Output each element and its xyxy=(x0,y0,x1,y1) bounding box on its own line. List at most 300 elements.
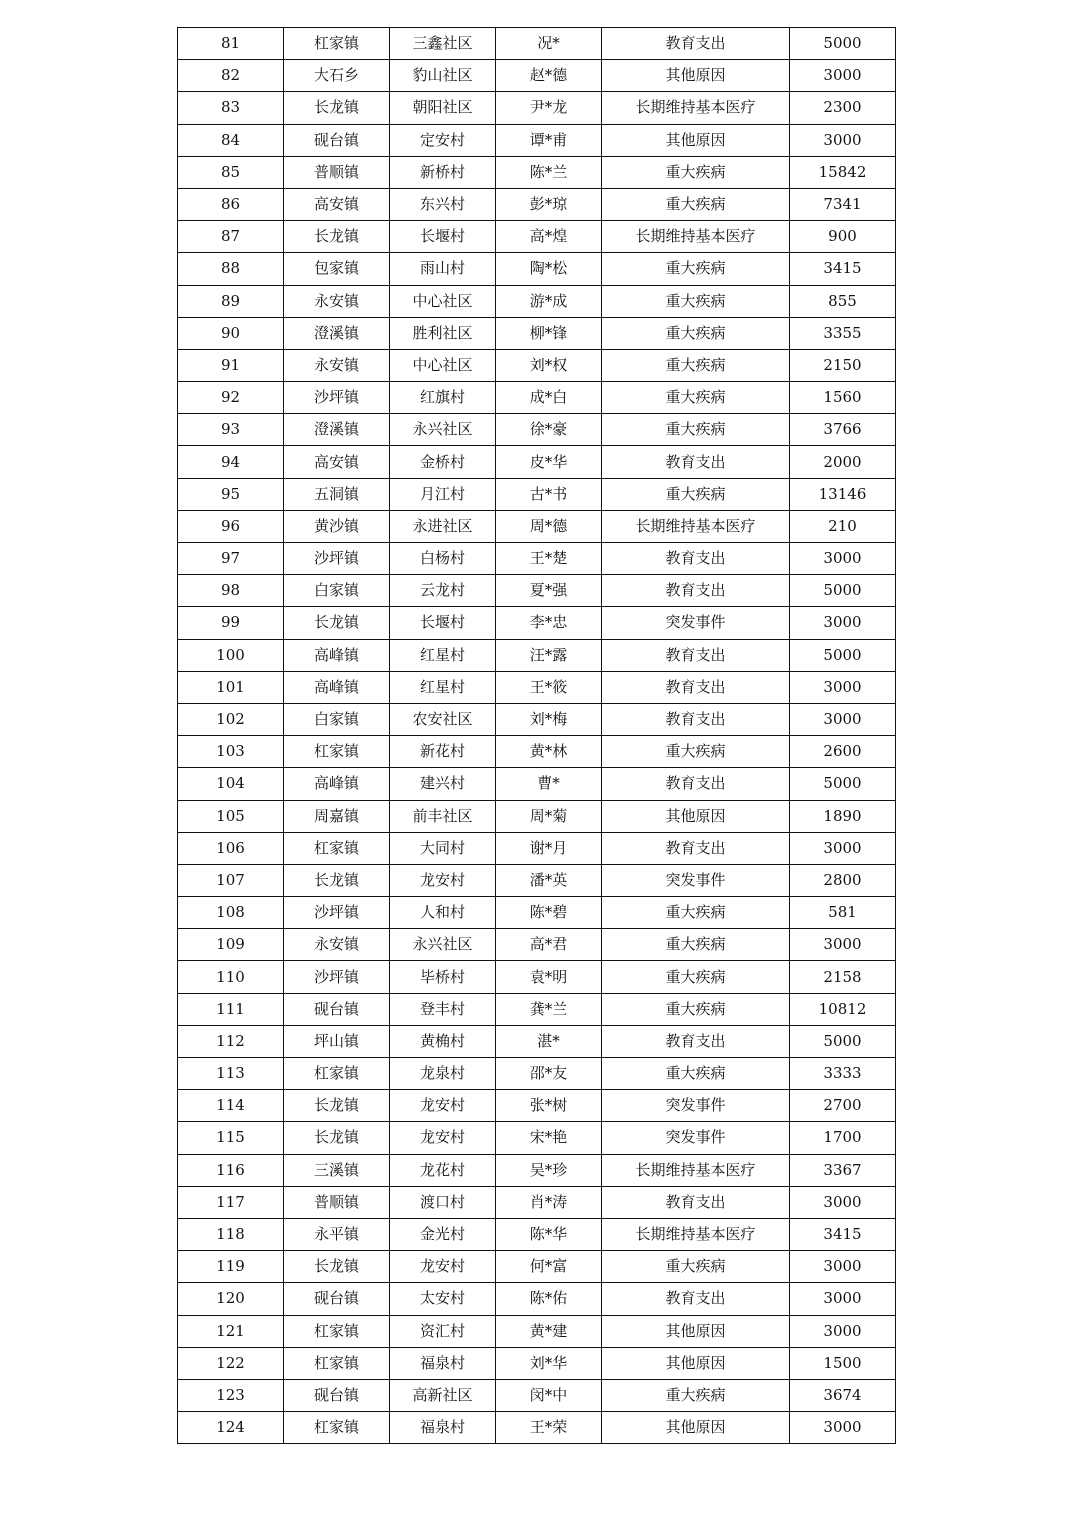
table-row xyxy=(178,92,896,124)
table-row xyxy=(178,510,896,542)
cell-village: 龙安村 xyxy=(390,1122,496,1154)
cell-no: 91 xyxy=(178,349,284,381)
cell-town: 永安镇 xyxy=(284,349,390,381)
cell-no: 117 xyxy=(178,1186,284,1218)
cell-reason: 教育支出 xyxy=(602,639,790,671)
cell-town: 包家镇 xyxy=(284,253,390,285)
cell-name: 夏*强 xyxy=(496,575,602,607)
cell-village: 新桥村 xyxy=(390,156,496,188)
cell-amount: 210 xyxy=(790,510,896,542)
cell-town: 白家镇 xyxy=(284,575,390,607)
cell-no: 106 xyxy=(178,832,284,864)
cell-amount: 3367 xyxy=(790,1154,896,1186)
table-row xyxy=(178,446,896,478)
table-row xyxy=(178,188,896,220)
cell-reason: 教育支出 xyxy=(602,1025,790,1057)
cell-name: 龚*兰 xyxy=(496,993,602,1025)
cell-reason: 重大疾病 xyxy=(602,1251,790,1283)
cell-name: 何*富 xyxy=(496,1251,602,1283)
table-row xyxy=(178,897,896,929)
cell-town: 长龙镇 xyxy=(284,1090,390,1122)
table-row xyxy=(178,639,896,671)
cell-town: 永安镇 xyxy=(284,929,390,961)
cell-town: 澄溪镇 xyxy=(284,414,390,446)
cell-town: 杠家镇 xyxy=(284,1412,390,1444)
cell-amount: 3000 xyxy=(790,1315,896,1347)
cell-no: 118 xyxy=(178,1218,284,1250)
cell-town: 三溪镇 xyxy=(284,1154,390,1186)
cell-reason: 重大疾病 xyxy=(602,961,790,993)
table-row xyxy=(178,60,896,92)
cell-reason: 突发事件 xyxy=(602,1090,790,1122)
cell-amount: 3674 xyxy=(790,1379,896,1411)
cell-name: 袁*明 xyxy=(496,961,602,993)
table-row xyxy=(178,1154,896,1186)
cell-reason: 突发事件 xyxy=(602,864,790,896)
cell-no: 115 xyxy=(178,1122,284,1154)
cell-amount: 7341 xyxy=(790,188,896,220)
cell-no: 104 xyxy=(178,768,284,800)
cell-no: 107 xyxy=(178,864,284,896)
table-row xyxy=(178,1058,896,1090)
cell-no: 96 xyxy=(178,510,284,542)
cell-village: 红星村 xyxy=(390,671,496,703)
cell-village: 建兴村 xyxy=(390,768,496,800)
cell-name: 谢*月 xyxy=(496,832,602,864)
table-row xyxy=(178,993,896,1025)
cell-village: 定安村 xyxy=(390,124,496,156)
table-row xyxy=(178,671,896,703)
cell-no: 120 xyxy=(178,1283,284,1315)
cell-town: 高安镇 xyxy=(284,446,390,478)
table-row xyxy=(178,156,896,188)
table-row xyxy=(178,1379,896,1411)
cell-reason: 重大疾病 xyxy=(602,285,790,317)
cell-amount: 15842 xyxy=(790,156,896,188)
table-row xyxy=(178,736,896,768)
cell-no: 94 xyxy=(178,446,284,478)
cell-amount: 1700 xyxy=(790,1122,896,1154)
cell-reason: 长期维持基本医疗 xyxy=(602,92,790,124)
cell-town: 高峰镇 xyxy=(284,768,390,800)
table-row xyxy=(178,768,896,800)
table-row xyxy=(178,543,896,575)
cell-name: 尹*龙 xyxy=(496,92,602,124)
cell-amount: 2800 xyxy=(790,864,896,896)
cell-reason: 教育支出 xyxy=(602,446,790,478)
cell-amount: 3766 xyxy=(790,414,896,446)
cell-town: 高安镇 xyxy=(284,188,390,220)
cell-town: 砚台镇 xyxy=(284,124,390,156)
cell-name: 潘*英 xyxy=(496,864,602,896)
cell-reason: 其他原因 xyxy=(602,800,790,832)
cell-town: 大石乡 xyxy=(284,60,390,92)
cell-no: 111 xyxy=(178,993,284,1025)
table-body xyxy=(178,28,896,1444)
cell-no: 110 xyxy=(178,961,284,993)
cell-village: 雨山村 xyxy=(390,253,496,285)
cell-name: 皮*华 xyxy=(496,446,602,478)
cell-reason: 重大疾病 xyxy=(602,993,790,1025)
cell-town: 沙坪镇 xyxy=(284,961,390,993)
cell-reason: 重大疾病 xyxy=(602,382,790,414)
cell-reason: 其他原因 xyxy=(602,124,790,156)
cell-amount: 13146 xyxy=(790,478,896,510)
table-row xyxy=(178,414,896,446)
cell-village: 胜利社区 xyxy=(390,317,496,349)
cell-town: 砚台镇 xyxy=(284,1379,390,1411)
cell-amount: 3000 xyxy=(790,1412,896,1444)
cell-reason: 重大疾病 xyxy=(602,188,790,220)
cell-village: 大同村 xyxy=(390,832,496,864)
cell-no: 100 xyxy=(178,639,284,671)
cell-name: 黄*建 xyxy=(496,1315,602,1347)
cell-name: 邵*友 xyxy=(496,1058,602,1090)
cell-town: 普顺镇 xyxy=(284,1186,390,1218)
table-row xyxy=(178,317,896,349)
cell-village: 中心社区 xyxy=(390,285,496,317)
cell-town: 永安镇 xyxy=(284,285,390,317)
cell-village: 白杨村 xyxy=(390,543,496,575)
cell-name: 高*煌 xyxy=(496,221,602,253)
cell-town: 沙坪镇 xyxy=(284,382,390,414)
cell-reason: 长期维持基本医疗 xyxy=(602,510,790,542)
table-row xyxy=(178,575,896,607)
cell-no: 114 xyxy=(178,1090,284,1122)
cell-name: 王*楚 xyxy=(496,543,602,575)
cell-reason: 突发事件 xyxy=(602,1122,790,1154)
cell-town: 周嘉镇 xyxy=(284,800,390,832)
cell-reason: 其他原因 xyxy=(602,1412,790,1444)
cell-no: 81 xyxy=(178,28,284,60)
cell-village: 龙泉村 xyxy=(390,1058,496,1090)
cell-name: 古*书 xyxy=(496,478,602,510)
cell-amount: 581 xyxy=(790,897,896,929)
cell-no: 112 xyxy=(178,1025,284,1057)
cell-amount: 5000 xyxy=(790,768,896,800)
cell-name: 陶*松 xyxy=(496,253,602,285)
cell-amount: 900 xyxy=(790,221,896,253)
cell-name: 闵*中 xyxy=(496,1379,602,1411)
cell-amount: 3415 xyxy=(790,1218,896,1250)
table-row xyxy=(178,285,896,317)
cell-name: 游*成 xyxy=(496,285,602,317)
cell-town: 高峰镇 xyxy=(284,671,390,703)
cell-name: 刘*梅 xyxy=(496,703,602,735)
cell-reason: 长期维持基本医疗 xyxy=(602,221,790,253)
cell-reason: 其他原因 xyxy=(602,60,790,92)
cell-name: 柳*锋 xyxy=(496,317,602,349)
cell-name: 宋*艳 xyxy=(496,1122,602,1154)
cell-amount: 3355 xyxy=(790,317,896,349)
cell-town: 长龙镇 xyxy=(284,221,390,253)
table-row xyxy=(178,1251,896,1283)
cell-reason: 教育支出 xyxy=(602,832,790,864)
cell-amount: 3000 xyxy=(790,703,896,735)
cell-no: 121 xyxy=(178,1315,284,1347)
cell-town: 长龙镇 xyxy=(284,864,390,896)
cell-no: 84 xyxy=(178,124,284,156)
cell-name: 陈*华 xyxy=(496,1218,602,1250)
table-row xyxy=(178,478,896,510)
cell-amount: 3000 xyxy=(790,124,896,156)
cell-village: 朝阳社区 xyxy=(390,92,496,124)
cell-no: 103 xyxy=(178,736,284,768)
table-row xyxy=(178,800,896,832)
cell-village: 毕桥村 xyxy=(390,961,496,993)
cell-amount: 3000 xyxy=(790,929,896,961)
cell-town: 长龙镇 xyxy=(284,92,390,124)
cell-town: 黄沙镇 xyxy=(284,510,390,542)
cell-village: 云龙村 xyxy=(390,575,496,607)
cell-village: 长堰村 xyxy=(390,221,496,253)
cell-name: 高*君 xyxy=(496,929,602,961)
cell-no: 88 xyxy=(178,253,284,285)
cell-village: 永兴社区 xyxy=(390,414,496,446)
cell-reason: 教育支出 xyxy=(602,575,790,607)
cell-reason: 重大疾病 xyxy=(602,736,790,768)
cell-no: 124 xyxy=(178,1412,284,1444)
cell-village: 东兴村 xyxy=(390,188,496,220)
table-row xyxy=(178,28,896,60)
cell-town: 五洞镇 xyxy=(284,478,390,510)
cell-town: 长龙镇 xyxy=(284,1251,390,1283)
cell-reason: 长期维持基本医疗 xyxy=(602,1218,790,1250)
cell-town: 杠家镇 xyxy=(284,1347,390,1379)
cell-village: 永进社区 xyxy=(390,510,496,542)
table-row xyxy=(178,929,896,961)
cell-reason: 重大疾病 xyxy=(602,1058,790,1090)
cell-village: 龙安村 xyxy=(390,1251,496,1283)
table-row xyxy=(178,253,896,285)
cell-no: 101 xyxy=(178,671,284,703)
cell-name: 彭*琼 xyxy=(496,188,602,220)
cell-village: 龙花村 xyxy=(390,1154,496,1186)
cell-town: 长龙镇 xyxy=(284,607,390,639)
cell-name: 王*荣 xyxy=(496,1412,602,1444)
cell-amount: 2158 xyxy=(790,961,896,993)
cell-no: 93 xyxy=(178,414,284,446)
cell-reason: 教育支出 xyxy=(602,703,790,735)
cell-no: 108 xyxy=(178,897,284,929)
cell-no: 113 xyxy=(178,1058,284,1090)
cell-reason: 教育支出 xyxy=(602,28,790,60)
cell-no: 99 xyxy=(178,607,284,639)
cell-town: 高峰镇 xyxy=(284,639,390,671)
cell-no: 83 xyxy=(178,92,284,124)
table-row xyxy=(178,349,896,381)
cell-no: 102 xyxy=(178,703,284,735)
table-row xyxy=(178,382,896,414)
cell-no: 105 xyxy=(178,800,284,832)
cell-village: 资汇村 xyxy=(390,1315,496,1347)
cell-name: 赵*德 xyxy=(496,60,602,92)
cell-no: 123 xyxy=(178,1379,284,1411)
table-row xyxy=(178,1347,896,1379)
cell-amount: 1500 xyxy=(790,1347,896,1379)
cell-town: 沙坪镇 xyxy=(284,543,390,575)
cell-no: 98 xyxy=(178,575,284,607)
cell-village: 金光村 xyxy=(390,1218,496,1250)
cell-village: 人和村 xyxy=(390,897,496,929)
cell-no: 85 xyxy=(178,156,284,188)
cell-reason: 重大疾病 xyxy=(602,929,790,961)
cell-town: 长龙镇 xyxy=(284,1122,390,1154)
cell-no: 109 xyxy=(178,929,284,961)
cell-name: 况* xyxy=(496,28,602,60)
cell-name: 徐*豪 xyxy=(496,414,602,446)
cell-amount: 1560 xyxy=(790,382,896,414)
cell-name: 黄*林 xyxy=(496,736,602,768)
cell-village: 月江村 xyxy=(390,478,496,510)
cell-amount: 3000 xyxy=(790,1283,896,1315)
cell-no: 119 xyxy=(178,1251,284,1283)
table-row xyxy=(178,1412,896,1444)
cell-reason: 重大疾病 xyxy=(602,156,790,188)
cell-name: 刘*华 xyxy=(496,1347,602,1379)
cell-town: 杠家镇 xyxy=(284,832,390,864)
table-row xyxy=(178,1218,896,1250)
cell-town: 澄溪镇 xyxy=(284,317,390,349)
cell-reason: 其他原因 xyxy=(602,1347,790,1379)
cell-amount: 3000 xyxy=(790,832,896,864)
cell-reason: 突发事件 xyxy=(602,607,790,639)
cell-reason: 教育支出 xyxy=(602,671,790,703)
cell-amount: 3000 xyxy=(790,1186,896,1218)
cell-name: 张*树 xyxy=(496,1090,602,1122)
cell-amount: 2700 xyxy=(790,1090,896,1122)
cell-reason: 重大疾病 xyxy=(602,478,790,510)
cell-no: 82 xyxy=(178,60,284,92)
cell-village: 永兴社区 xyxy=(390,929,496,961)
cell-name: 王*筱 xyxy=(496,671,602,703)
cell-village: 前丰社区 xyxy=(390,800,496,832)
cell-village: 高新社区 xyxy=(390,1379,496,1411)
table-row xyxy=(178,1186,896,1218)
cell-name: 李*忠 xyxy=(496,607,602,639)
cell-town: 砚台镇 xyxy=(284,1283,390,1315)
cell-village: 金桥村 xyxy=(390,446,496,478)
table-row xyxy=(178,832,896,864)
cell-no: 89 xyxy=(178,285,284,317)
table-row xyxy=(178,607,896,639)
cell-village: 中心社区 xyxy=(390,349,496,381)
cell-village: 渡口村 xyxy=(390,1186,496,1218)
cell-name: 陈*碧 xyxy=(496,897,602,929)
cell-reason: 教育支出 xyxy=(602,1283,790,1315)
cell-amount: 3333 xyxy=(790,1058,896,1090)
cell-name: 成*白 xyxy=(496,382,602,414)
cell-reason: 重大疾病 xyxy=(602,897,790,929)
cell-village: 福泉村 xyxy=(390,1347,496,1379)
table-row xyxy=(178,221,896,253)
table-row xyxy=(178,961,896,993)
cell-village: 新花村 xyxy=(390,736,496,768)
cell-amount: 3415 xyxy=(790,253,896,285)
cell-amount: 2600 xyxy=(790,736,896,768)
cell-amount: 855 xyxy=(790,285,896,317)
cell-no: 95 xyxy=(178,478,284,510)
cell-name: 谭*甫 xyxy=(496,124,602,156)
cell-town: 杠家镇 xyxy=(284,736,390,768)
table-row xyxy=(178,1122,896,1154)
cell-amount: 3000 xyxy=(790,607,896,639)
cell-town: 普顺镇 xyxy=(284,156,390,188)
cell-village: 红星村 xyxy=(390,639,496,671)
cell-town: 杠家镇 xyxy=(284,1315,390,1347)
cell-no: 87 xyxy=(178,221,284,253)
table-row xyxy=(178,124,896,156)
cell-name: 汪*露 xyxy=(496,639,602,671)
cell-amount: 5000 xyxy=(790,1025,896,1057)
cell-village: 福泉村 xyxy=(390,1412,496,1444)
table-row xyxy=(178,1315,896,1347)
cell-no: 97 xyxy=(178,543,284,575)
cell-no: 116 xyxy=(178,1154,284,1186)
cell-amount: 5000 xyxy=(790,575,896,607)
cell-name: 周*菊 xyxy=(496,800,602,832)
cell-town: 砚台镇 xyxy=(284,993,390,1025)
table-row xyxy=(178,703,896,735)
cell-village: 豹山社区 xyxy=(390,60,496,92)
cell-name: 肖*涛 xyxy=(496,1186,602,1218)
cell-reason: 重大疾病 xyxy=(602,1379,790,1411)
cell-amount: 5000 xyxy=(790,639,896,671)
cell-reason: 教育支出 xyxy=(602,543,790,575)
cell-no: 86 xyxy=(178,188,284,220)
cell-village: 太安村 xyxy=(390,1283,496,1315)
cell-reason: 其他原因 xyxy=(602,1315,790,1347)
cell-name: 刘*权 xyxy=(496,349,602,381)
cell-name: 吴*珍 xyxy=(496,1154,602,1186)
cell-town: 沙坪镇 xyxy=(284,897,390,929)
cell-town: 永平镇 xyxy=(284,1218,390,1250)
cell-no: 122 xyxy=(178,1347,284,1379)
cell-village: 三鑫社区 xyxy=(390,28,496,60)
cell-amount: 2150 xyxy=(790,349,896,381)
cell-town: 白家镇 xyxy=(284,703,390,735)
cell-name: 湛* xyxy=(496,1025,602,1057)
cell-reason: 重大疾病 xyxy=(602,414,790,446)
cell-reason: 教育支出 xyxy=(602,1186,790,1218)
cell-name: 陈*佑 xyxy=(496,1283,602,1315)
cell-amount: 3000 xyxy=(790,543,896,575)
cell-reason: 教育支出 xyxy=(602,768,790,800)
cell-amount: 3000 xyxy=(790,671,896,703)
cell-town: 杠家镇 xyxy=(284,1058,390,1090)
cell-name: 曹* xyxy=(496,768,602,800)
table-row xyxy=(178,1283,896,1315)
cell-reason: 重大疾病 xyxy=(602,253,790,285)
cell-amount: 1890 xyxy=(790,800,896,832)
cell-village: 长堰村 xyxy=(390,607,496,639)
cell-village: 红旗村 xyxy=(390,382,496,414)
cell-amount: 2300 xyxy=(790,92,896,124)
cell-amount: 5000 xyxy=(790,28,896,60)
cell-amount: 10812 xyxy=(790,993,896,1025)
cell-village: 龙安村 xyxy=(390,1090,496,1122)
cell-town: 杠家镇 xyxy=(284,28,390,60)
cell-village: 黄桷村 xyxy=(390,1025,496,1057)
cell-town: 坪山镇 xyxy=(284,1025,390,1057)
table-row xyxy=(178,1090,896,1122)
cell-village: 龙安村 xyxy=(390,864,496,896)
table-row xyxy=(178,1025,896,1057)
cell-name: 陈*兰 xyxy=(496,156,602,188)
cell-no: 90 xyxy=(178,317,284,349)
cell-reason: 长期维持基本医疗 xyxy=(602,1154,790,1186)
cell-reason: 重大疾病 xyxy=(602,349,790,381)
